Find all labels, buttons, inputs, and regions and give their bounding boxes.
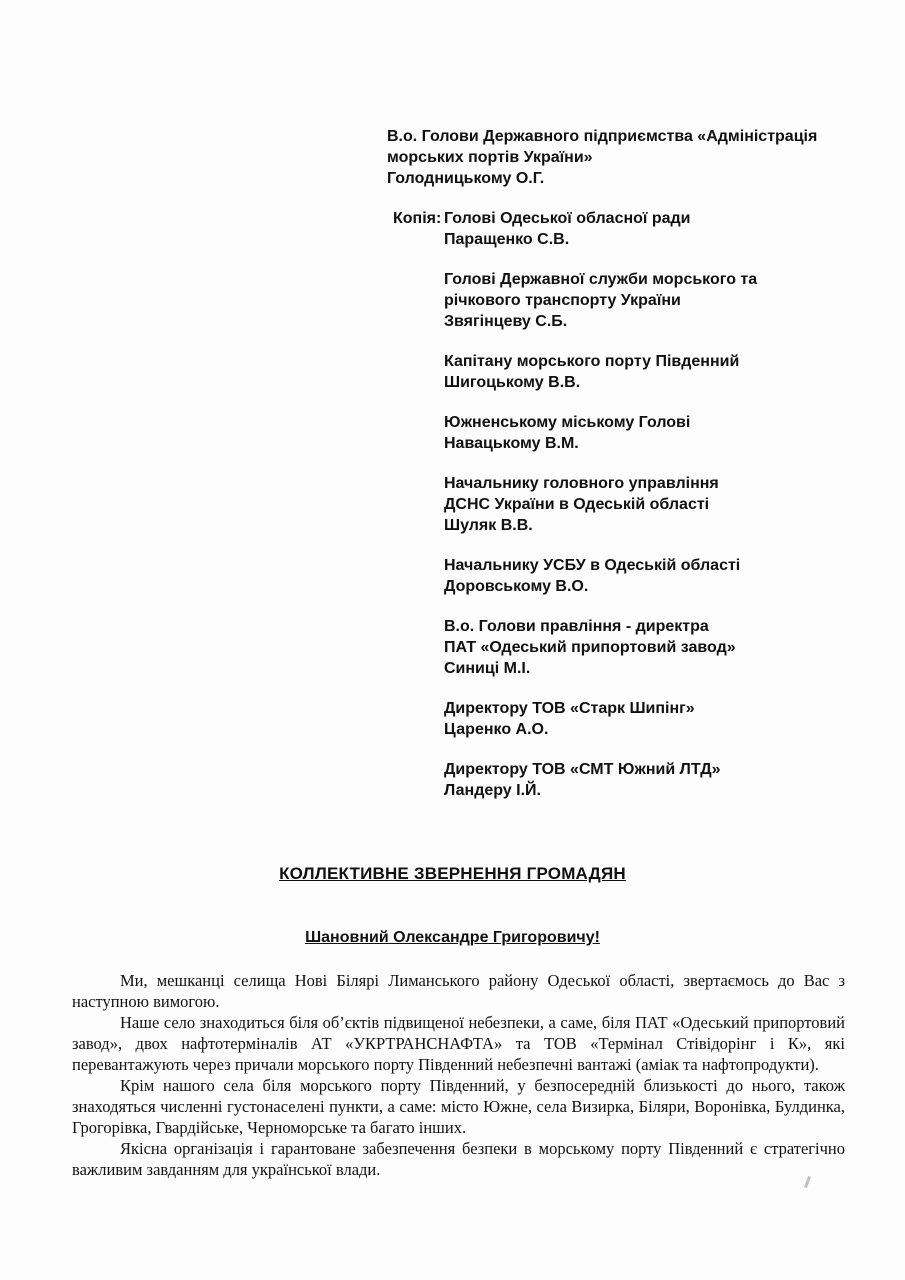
recipient-line: Паращенко С.В. [444, 231, 570, 248]
recipient-line: Директору ТОВ «СМТ Южний ЛТД» [444, 761, 721, 778]
recipient-line: Голові Державної служби морського та [444, 271, 758, 288]
addressee-line: Голодницькому О.Г. [387, 170, 545, 187]
recipient-line: Южненському міському Голові [444, 414, 691, 431]
recipient-line: Голові Одеської обласної ради [444, 210, 691, 227]
addressee-block [387, 126, 857, 189]
copy-recipient [444, 759, 884, 801]
recipient-line: ПАТ «Одеський припортовий завод» [444, 639, 736, 656]
copy-recipient [444, 351, 884, 393]
addressee-line: В.о. Голови Державного підприємства «Адміністрація [387, 128, 818, 145]
copy-recipient [444, 412, 884, 454]
recipient-line: Капітану морського порту Південний [444, 353, 740, 370]
copy-recipient [444, 208, 884, 250]
recipient-line: Звягінцеву С.Б. [444, 313, 568, 330]
salutation: Шановний Олександре Григоровичу! [305, 929, 600, 946]
body-paragraph: Ми, мешканці селища Нові Білярі Лиманського району Одеської області, звертаємось до Вас з наступною вимогою. [72, 971, 845, 1011]
copy-recipients-list [444, 208, 884, 820]
recipient-line: ДСНС України в Одеській області [444, 496, 710, 513]
recipient-line: Начальнику головного управління [444, 475, 719, 492]
body-paragraph: Наше село знаходиться біля об’єктів підвищеної небезпеки, а саме, біля ПАТ «Одеський припортовий завод», двох нафтотерміналів АТ «УКРТРАНСНАФТА» та ТОВ «Термінал Стівідорінг і К», які перевантажують через причали морського порту Південний небезпечні вантажі (аміак та нафтопродукти). [72, 1013, 845, 1074]
copy-recipient [444, 473, 884, 536]
body-paragraph: Якісна організація і гарантоване забезпечення безпеки в морському порту Південний є стратегічно важливим завданням для української влади. [72, 1139, 845, 1179]
recipient-line: Навацькому В.М. [444, 435, 579, 452]
recipient-line: річкового транспорту України [444, 292, 681, 309]
document-title: КОЛЛЕКТИВНЕ ЗВЕРНЕННЯ ГРОМАДЯН [279, 864, 626, 883]
recipient-line: Царенко А.О. [444, 721, 549, 738]
recipient-line: Синиці М.І. [444, 660, 531, 677]
recipient-line: Начальнику УСБУ в Одеській області [444, 557, 741, 574]
letter-body [72, 970, 845, 1180]
copy-recipient [444, 616, 884, 679]
recipient-line: Шуляк В.В. [444, 517, 533, 534]
body-paragraph: Крім нашого села біля морського порту Південний, у безпосередній близькості до нього, також знаходяться численні густонаселені пункти, а саме: місто Южне, села Визирка, Біляри, Воронівка, Булдинка, Грогорівка, Гвардійське, Черноморське та багато інших. [72, 1076, 845, 1137]
copy-recipient [444, 555, 884, 597]
recipient-line: Директору ТОВ «Старк Шипінг» [444, 700, 695, 717]
copy-recipient [444, 269, 884, 332]
addressee-line: морських портів України» [387, 149, 593, 166]
copy-recipient [444, 698, 884, 740]
recipient-line: Доровському В.О. [444, 578, 589, 595]
copy-label: Копія: [393, 210, 442, 227]
recipient-line: Шигоцькому В.В. [444, 374, 581, 391]
recipient-line: В.о. Голови правління - директра [444, 618, 709, 635]
recipient-line: Ландеру І.Й. [444, 782, 541, 799]
